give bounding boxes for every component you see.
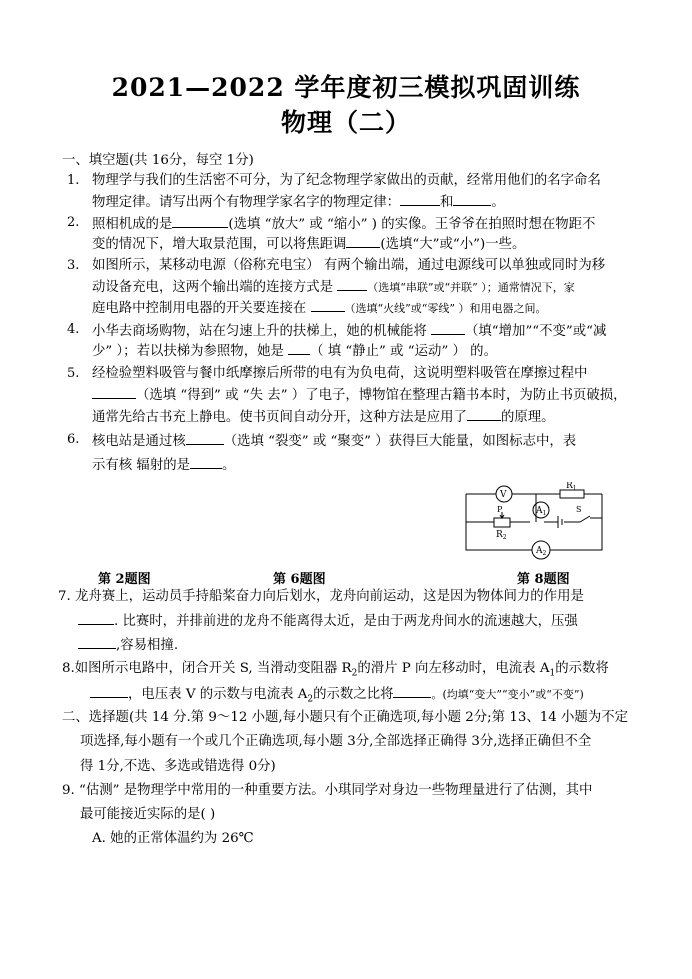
question-3-line-2: 动设备充电，这两个输出端的连接方式是 （选填“串联”或“并联” ）；通常情况下，家 <box>92 277 575 297</box>
rheostat-r2 <box>494 518 510 527</box>
section-1-heading: 一、填空题(共 16分，每空 1分) <box>62 153 254 168</box>
question-5-line-1: 经检验塑料吸管与餐巾纸摩擦后所带的电有为负电荷，这说明塑料吸管在摩擦过程中 <box>92 366 588 381</box>
question-3-line-1: 如图所示，某移动电源（俗称充电宝） 有两个输出端，通过电源线可以单独或同时为移 <box>92 258 606 273</box>
ammeter-a2-label: $A_2$ <box>536 546 547 557</box>
question-1-number: 1. <box>67 173 80 188</box>
caption-figure-8: 第 8题图 <box>517 572 570 587</box>
switch-s-label: S <box>576 505 582 514</box>
question-2-line-1: 照相机成的是 (选填 “放大” 或 “缩小” ) 的实像。王爷爷在拍照时想在物距不 <box>92 214 595 234</box>
section-2-heading-line-2: 项选择,每小题有一个或几个正确选项,每小题 3分,全部选择正确得 3分,选择正确但不全 <box>80 734 592 749</box>
question-4-line-2: 少” ）；若以扶梯为参照物，她是 （ 填 “静止” 或 “运动” ） 的。 <box>92 341 497 361</box>
question-3-line-3: 庭电路中控制用电器的开关要连接在 （选填“火线”或“零线” ）和用电器之间。 <box>92 298 547 318</box>
exam-title: 2021—2022 学年度初三模拟巩固训练 <box>111 73 581 102</box>
question-7-line-3: ,容易相撞. <box>78 635 178 655</box>
question-8-line-2: ，电压表 V 的示数与电流表 $A_2$的示数之比将 。(均填“变大”“变小”或“不变”) <box>90 684 584 709</box>
slider-p-label: P <box>497 505 503 514</box>
question-2-line-2: 变的情况下，增大取景范围，可以将焦距调 (选填“大”或“小”)一些。 <box>92 234 525 254</box>
question-1-line-1: 物理学与我们的生活密不可分，为了纪念物理学家做出的贡献，经常用他们的名字命名 <box>92 173 601 188</box>
section-2-heading-line-1: 二、选择题(共 14 分.第 9～12 小题,每小题只有个正确选项,每小题 2分;第 13、14 小题为不定 <box>62 710 628 725</box>
question-5-line-3: 通常先给古书充上静电。使书页间自动分开，这种方法是应用了 的原理。 <box>92 407 555 427</box>
question-6-line-2: 示有核 辐射的是 。 <box>92 455 235 475</box>
question-4-line-1: 小华去商场购物，站在匀速上升的扶梯上，她的机械能将 （填“增加”“不变”或“减 <box>92 321 606 341</box>
rheostat-r2-label: $R_2$ <box>496 530 507 541</box>
question-8-line-1: 8.如图所示电路中，闭合开关 S, 当滑动变阻器 $R_2$的滑片 P 向左移动时，电流表 $A_1$的示数将 <box>62 661 609 679</box>
question-7-line-1: 7. 龙舟赛上，运动员手持船桨奋力向后划水，龙舟向前运动，这是因为物体间力的作用是 <box>58 589 584 604</box>
question-7-line-2: . 比赛时，并排前进的龙舟不能离得太近，是由于两龙舟间水的流速越大，压强 <box>78 611 578 631</box>
question-2-number: 2. <box>67 215 80 230</box>
voltmeter-label: V <box>500 490 507 500</box>
question-4-number: 4. <box>67 322 80 337</box>
question-9-line-2: 最可能接近实际的是( ) <box>80 807 216 822</box>
question-6-number: 6. <box>67 432 80 447</box>
resistor-r1-label: $R_1$ <box>566 482 577 492</box>
caption-figure-2: 第 2题图 <box>98 572 151 587</box>
question-6-line-1: 核电站是通过核 （选填 “裂变” 或 “聚变” ）获得巨大能量，如图标志中，表 <box>92 431 576 451</box>
caption-figure-6: 第 6题图 <box>273 572 326 587</box>
switch-s <box>580 516 590 522</box>
circuit-diagram <box>460 482 610 564</box>
question-3-number: 3. <box>67 258 80 273</box>
question-5-number: 5. <box>67 366 80 381</box>
ammeter-a1-label: $A_1$ <box>536 506 547 517</box>
battery <box>558 516 562 528</box>
question-1-line-2: 物理定律。请写出两个有物理学家名字的物理定律： 和 。 <box>92 192 505 212</box>
section-2-heading-line-3: 得 1分,不选、多选或错选得 0分) <box>80 759 276 774</box>
question-5-line-2: （选填 “得到” 或 “失 去” ）了电子，博物馆在整理古籍书本时，为防止书页破损， <box>92 385 627 405</box>
question-9-option-a: A. 她的正常体温约为 26℃ <box>92 831 254 846</box>
exam-subtitle: 物理（二） <box>280 108 411 137</box>
question-9-line-1: 9. “估测” 是物理学中常用的一种重要方法。小琪同学对身边一些物理量进行了估测，其中 <box>62 783 593 798</box>
